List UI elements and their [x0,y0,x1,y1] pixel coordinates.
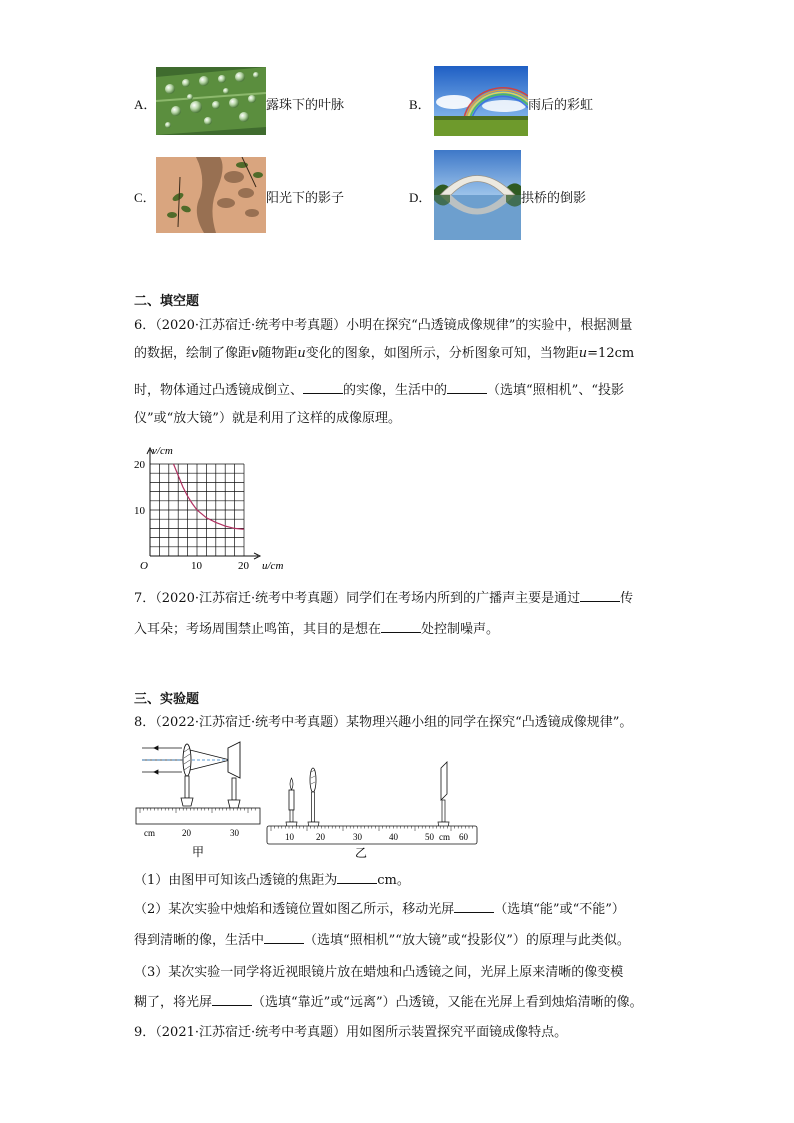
option-c-caption: 阳光下的影子 [266,191,345,206]
q9-line1: 9．（2021·江苏宿迁·统考中考真题）用如图所示装置探究平面镜成像特点。 [134,1025,568,1040]
option-d-letter: D． [409,190,432,205]
chart-y-axis-label: v/cm [152,445,173,457]
q7-line1: 7．（2020·江苏宿迁·统考中考真题）同学们在考场内所到的广播声主要是通过 传 [134,591,634,606]
q8-part2: （2）某次实验中烛焰和透镜位置如图乙所示，移动光屏 （选填“能”或“不能”） [134,902,625,917]
option-b-letter: B． [409,97,431,112]
rainbow-image [434,66,528,136]
svg-text:20: 20 [316,832,325,842]
answer-blank [447,381,487,394]
svg-text:30: 30 [353,832,362,842]
svg-text:60: 60 [459,832,468,842]
answer-blank [264,931,304,944]
answer-blank [381,620,421,633]
section-heading: 二、填空题 [134,294,200,309]
dewdrop-leaf-image [156,67,266,135]
answer-blank [303,381,343,394]
figure-yi [265,760,480,860]
option-a-caption: 露珠下的叶脉 [266,98,345,113]
q8-part3-cont: 糊了，将光屏 （选填“靠近”或“远离”）凸透镜，又能在光屏上看到烛焰清晰的像。 [134,995,643,1010]
chart-x-axis-label: u/cm [262,560,284,572]
option-d-caption: 拱桥的倒影 [521,191,587,206]
x-tick-label: 20 [238,560,249,572]
y-tick-label: 20 [134,459,145,471]
option-c-letter: C． [134,190,156,205]
q6-line2: 的数据，绘制了像距v随物距u变化的图象，如图所示，分析图象可知，当物距u=12cm [134,346,635,361]
answer-blank [337,871,377,884]
q8-line1: 8．（2022·江苏宿迁·统考中考真题）某物理兴趣小组的同学在探究“凸透镜成像规律”。 [134,715,633,730]
shadow-image [156,157,266,233]
q8-part3: （3）某次实验一同学将近视眼镜片放在蜡烛和凸透镜之间，光屏上原来清晰的像变模 [134,965,624,980]
y-tick-label: 10 [134,505,145,517]
svg-text:cm: cm [144,828,155,838]
answer-blank [212,993,252,1006]
figure-jia [134,738,264,860]
option-a-letter: A． [134,97,157,112]
figure-label-jia: 甲 [192,845,205,859]
chart-origin-label: O [140,560,148,572]
svg-text:40: 40 [389,832,398,842]
x-tick-label: 10 [191,560,202,572]
answer-blank [580,589,620,602]
q8-part1: （1）由图甲可知该凸透镜的焦距为 cm。 [134,873,410,888]
q8-part2-cont: 得到清晰的像，生活中 （选填“照相机”“放大镜”或“投影仪”）的原理与此类似。 [134,933,630,948]
section-heading: 三、实验题 [134,692,200,707]
answer-blank [454,900,494,913]
v-u-chart [130,442,300,574]
q6-line4: 仪”或“放大镜”）就是利用了这样的成像原理。 [134,411,401,426]
svg-text:cm: cm [439,832,450,842]
svg-text:50: 50 [425,832,434,842]
q6-line1: 6．（2020·江苏宿迁·统考中考真题）小明在探究“凸透镜成像规律”的实验中，根据测量 [134,318,633,333]
option-b-caption: 雨后的彩虹 [528,98,594,113]
svg-text:20: 20 [182,828,191,838]
figure-label-yi: 乙 [355,846,368,860]
arch-bridge-image [434,150,521,240]
q6-line3: 时，物体通过凸透镜成倒立、 的实像，生活中的 （选填“照相机”、“投影 [134,383,624,398]
svg-text:30: 30 [230,828,239,838]
svg-text:10: 10 [285,832,294,842]
q7-line2: 入耳朵；考场周围禁止鸣笛，其目的是想在 处控制噪声。 [134,622,500,637]
